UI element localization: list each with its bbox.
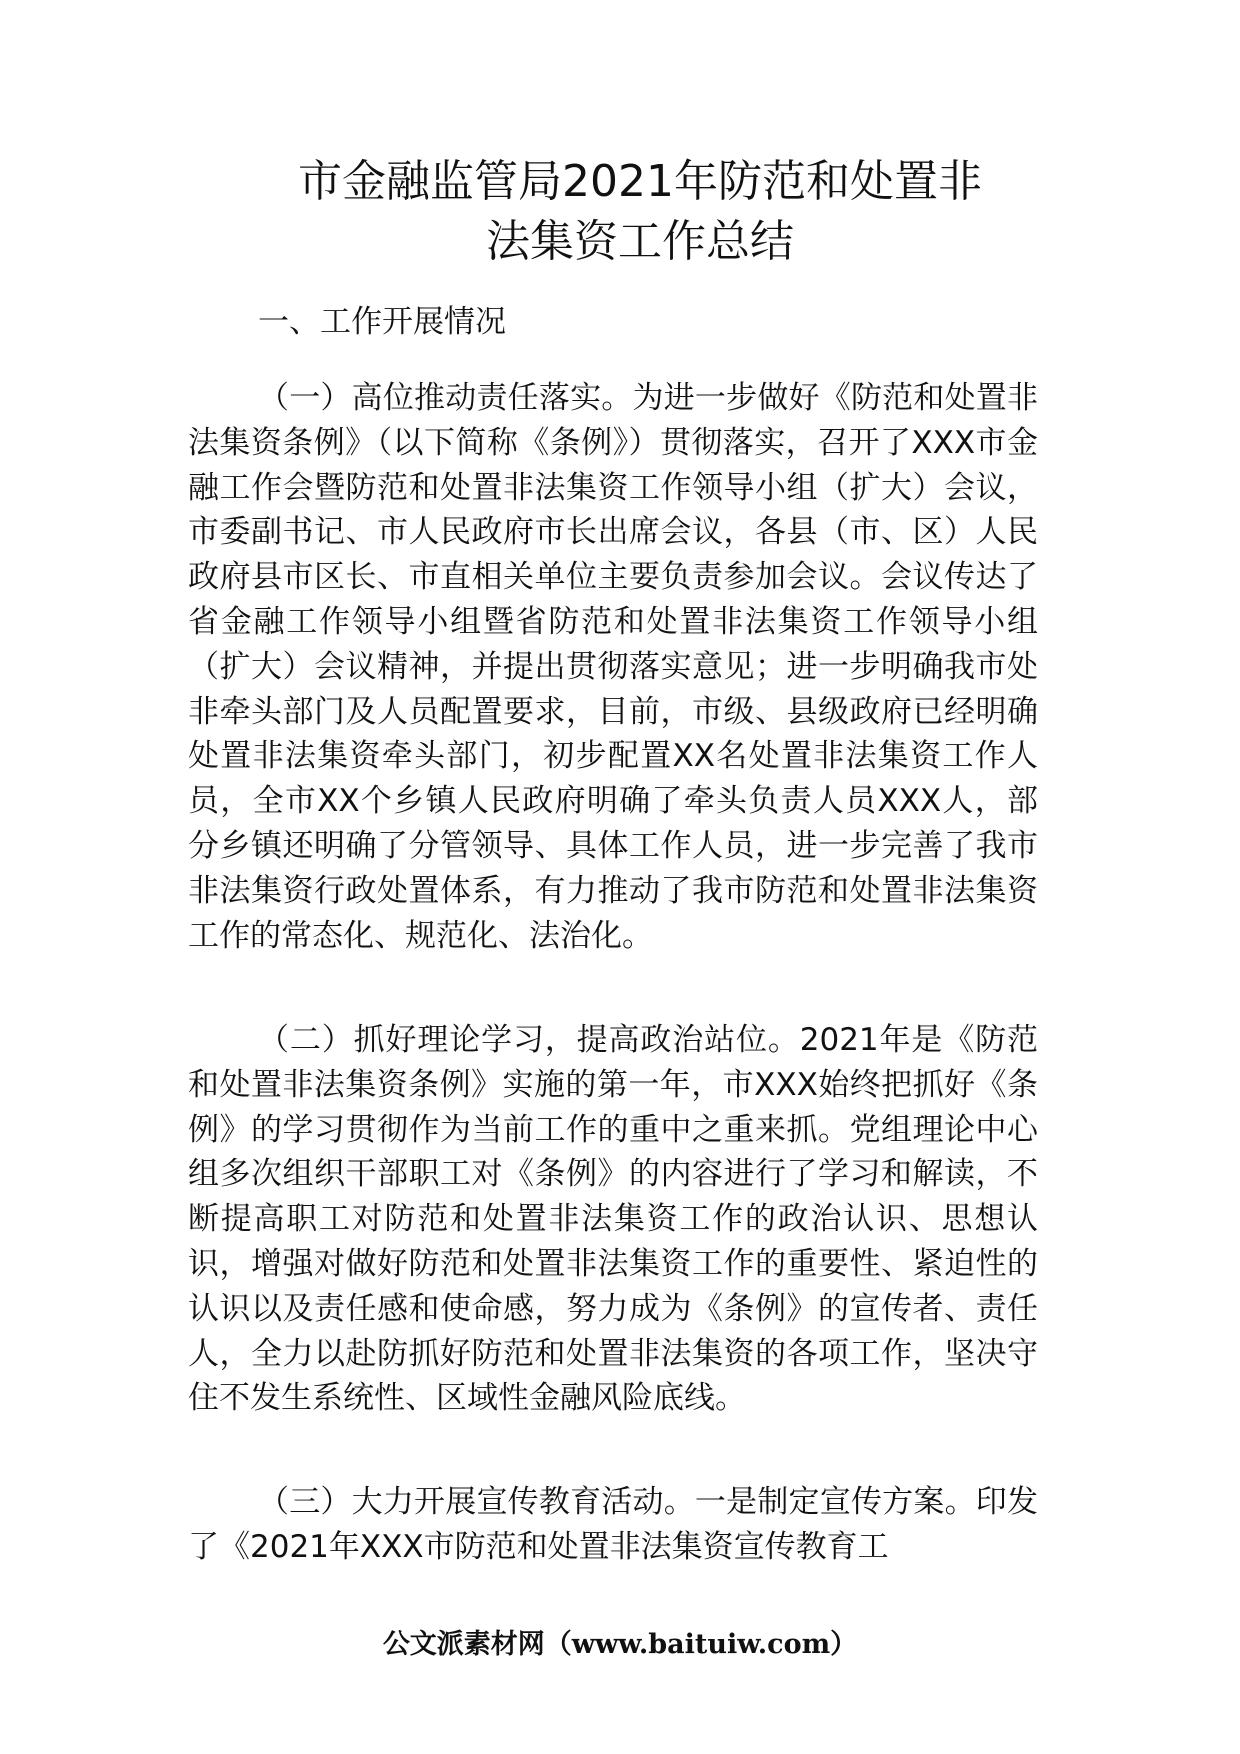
paragraph-1: （一）高位推动责任落实。为进一步做好《防范和处置非法集资条例》（以下简称《条例》）贯彻落实，召开了XXX市金融工作会暨防范和处置非法集资工作领导小组（扩大）会议，市委副书记、市人民政府市长出席会议，各县（市、区）人民政府县市区长、市直相关单位主要负责参加会议。会议传达了省金融工作领导小组暨省防范和处置非法集资工作领导小组（扩大）会议精神，并提出贯彻落实意见；进一步明确我市处非牵头部门及人员配置要求，目前，市级、县级政府已经明确处置非法集资牵头部门，初步配置XX名处置非法集资工作人员，全市XX个乡镇人民政府明确了牵头负责人员XXX人，部分乡镇还明确了分管领导、具体工作人员，进一步完善了我市非法集资行政处置体系，有力推动了我市防范和处置非法集资工作的常态化、规范化、法治化。 <box>188 380 1038 954</box>
title-line-1: 市金融监管局2021年防范和处置非 <box>298 156 982 207</box>
title-line-2: 法集资工作总结 <box>486 216 794 267</box>
paragraph-2: （二）抓好理论学习，提高政治站位。2021年是《防范和处置非法集资条例》实施的第一年，市XXX始终把抓好《条例》的学习贯彻作为当前工作的重中之重来抓。党组理论中心组多次组织干部职工对《条例》的内容进行了学习和解读，不断提高职工对防范和处置非法集资工作的政治认识、思想认识，增强对做好防范和处置非法集资工作的重要性、紧迫性的认识以及责任感和使命感，努力成为《条例》的宣传者、责任人，全力以赴防抓好防范和处置非法集资的各项工作，坚决守住不发生系统性、区域性金融风险底线。 <box>188 1022 1038 1417</box>
section-heading: 一、工作开展情况 <box>258 304 506 340</box>
footer-watermark: 公文派素材网（www.baituiw.com） <box>382 1629 858 1660</box>
paragraph-3: （三）大力开展宣传教育活动。一是制定宣传方案。印发了《2021年XXX市防范和处置非法集资宣传教育工 <box>188 1484 1038 1565</box>
document-title <box>190 152 1090 272</box>
